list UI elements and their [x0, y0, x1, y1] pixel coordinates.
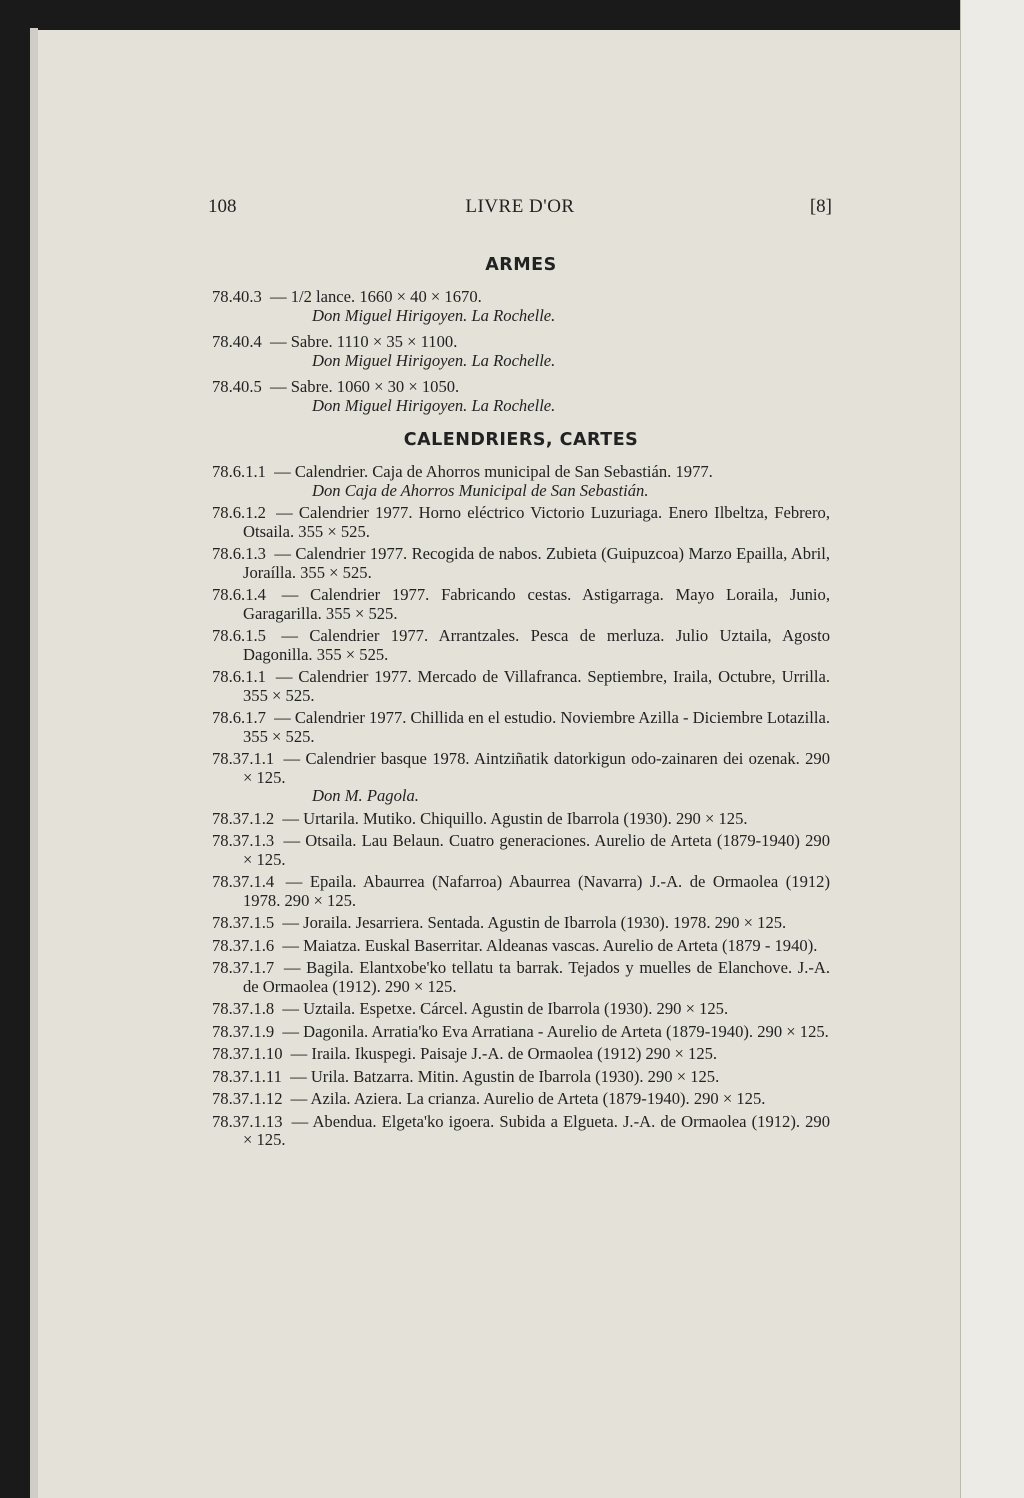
dash-separator: —	[283, 831, 301, 850]
entry-number: 78.40.4	[212, 332, 266, 351]
dash-separator: —	[269, 332, 287, 351]
entry-donor: Don Miguel Hirigoyen. La Rochelle.	[312, 350, 556, 370]
entry-description: Calendrier 1977. Horno eléctrico Victorio Luzuriaga. Enero Ilbeltza, Febrero, Otsaila. 355 × 525.	[243, 503, 831, 541]
catalog-entry	[212, 914, 830, 933]
dash-separator: —	[274, 708, 291, 727]
catalog-entry	[212, 586, 830, 623]
section-marker: [8]	[809, 196, 832, 217]
entry-number: 78.6.1.2	[212, 503, 273, 522]
catalog-entry	[212, 1068, 830, 1087]
entry-description: Calendrier 1977. Recogida de nabos. Zubieta (Guipuzcoa) Marzo Epailla, Abril, Joraílla. 355 × 525.	[243, 544, 830, 582]
running-title: LIVRE D'OR	[465, 196, 575, 217]
dash-separator: —	[290, 1044, 308, 1063]
dash-separator: —	[275, 667, 293, 686]
entry-description: Epaila. Abaurrea (Nafarroa) Abaurrea (Navarra) J.-A. de Ormaolea (1912) 1978. 290 × 125.	[243, 872, 831, 910]
catalog-entry	[212, 1000, 830, 1019]
dash-separator: —	[290, 1089, 308, 1108]
entry-donor: Don Caja de Ahorros Municipal de San Sebastián.	[312, 480, 649, 500]
entries-armes	[212, 280, 830, 415]
entry-number: 78.37.1.3	[212, 831, 280, 850]
dash-separator: —	[274, 544, 291, 563]
entry-description: Calendrier. Caja de Ahorros municipal de San Sebastián. 1977.	[294, 462, 713, 481]
entry-description: Uztaila. Espetxe. Cárcel. Agustin de Ibarrola (1930). 290 × 125.	[303, 999, 729, 1018]
dash-separator: —	[269, 287, 287, 306]
entry-number: 78.6.1.3	[212, 544, 271, 563]
catalog-entry	[212, 937, 830, 956]
catalog-entry	[212, 959, 830, 996]
dash-separator: —	[282, 913, 299, 932]
catalog-entry	[212, 750, 830, 806]
entry-number: 78.37.1.5	[212, 913, 279, 932]
section-heading-armes: ARMES	[485, 255, 557, 275]
entry-description: Sabre. 1110 × 35 × 1100.	[290, 332, 458, 351]
entry-description: Calendrier 1977. Chillida en el estudio. Noviembre Azilla - Diciembre Lotazilla. 355 × 525.	[243, 708, 830, 746]
entry-description: Calendrier 1977. Fabricando cestas. Astigarraga. Mayo Loraila, Junio, Garagarilla. 355 × 525.	[243, 585, 830, 623]
dash-separator: —	[291, 1111, 309, 1131]
entry-number: 78.6.1.1	[212, 667, 272, 686]
page-edge	[30, 28, 38, 1498]
entry-number: 78.40.5	[212, 377, 266, 396]
dash-separator: —	[276, 503, 293, 522]
entry-number: 78.6.1.4	[212, 585, 278, 604]
entry-number: 78.37.1.10	[212, 1044, 287, 1063]
entry-number: 78.37.1.12	[212, 1089, 287, 1108]
entry-donor: Don Miguel Hirigoyen. La Rochelle.	[312, 395, 556, 415]
entry-description: Azila. Aziera. La crianza. Aurelio de Arteta (1879-1940). 290 × 125.	[310, 1089, 766, 1108]
catalog-entry	[212, 463, 830, 500]
entry-donor: Don M. Pagola.	[312, 786, 419, 805]
dash-separator: —	[281, 585, 299, 604]
catalog-entry	[212, 627, 830, 664]
entry-description: Urtarila. Mutiko. Chiquillo. Agustin de Ibarrola (1930). 290 × 125.	[303, 808, 748, 828]
page-number: 108	[208, 196, 237, 217]
entry-donor: Don Miguel Hirigoyen. La Rochelle.	[312, 305, 556, 325]
entry-number: 78.6.1.1	[212, 462, 271, 481]
dash-separator: —	[274, 462, 291, 481]
catalog-entry	[212, 1113, 830, 1150]
entry-number: 78.37.1.2	[212, 808, 279, 828]
catalog-entry	[212, 1023, 830, 1042]
entry-description: Calendrier 1977. Mercado de Villafranca. Septiembre, Iraila, Octubre, Urrilla. 355 × 525.	[243, 667, 830, 705]
catalog-entry	[212, 1090, 830, 1109]
section-heading-calendriers: CALENDRIERS, CARTES	[403, 430, 639, 450]
catalog-entry	[212, 873, 830, 910]
dash-separator: —	[269, 377, 287, 396]
entry-description: Maiatza. Euskal Baserritar. Aldeanas vascas. Aurelio de Arteta (1879 - 1940).	[303, 935, 818, 955]
entry-description: Abendua. Elgeta'ko igoera. Subida a Elgueta. J.-A. de Ormaolea (1912). 290 × 125.	[243, 1111, 831, 1149]
catalog-entry	[212, 504, 830, 541]
catalog-entry	[212, 545, 830, 582]
entry-number: 78.37.1.8	[212, 999, 279, 1018]
running-header	[208, 196, 832, 220]
facing-page-edge	[960, 0, 1024, 1498]
entry-number: 78.37.1.4	[212, 872, 282, 891]
entry-description: Iraila. Ikuspegi. Paisaje J.-A. de Ormaolea (1912) 290 × 125.	[311, 1044, 718, 1063]
entry-description: Calendrier 1977. Arrantzales. Pesca de merluza. Julio Uztaila, Agosto Dagonilla. 355 × 525.	[243, 626, 831, 664]
dash-separator: —	[290, 1066, 307, 1086]
catalog-entry	[212, 378, 830, 415]
dash-separator: —	[282, 808, 299, 828]
catalog-entry	[212, 668, 830, 705]
dash-separator: —	[283, 749, 301, 768]
entry-number: 78.6.1.5	[212, 626, 278, 645]
catalog-entry	[212, 832, 830, 869]
entry-number: 78.40.3	[212, 287, 266, 306]
entries-calendriers	[212, 459, 830, 1150]
catalog-entry	[212, 1045, 830, 1064]
entry-number: 78.37.1.9	[212, 1021, 279, 1041]
dash-separator: —	[282, 1021, 299, 1041]
dash-separator: —	[283, 958, 301, 977]
entry-number: 78.6.1.7	[212, 708, 271, 727]
dash-separator: —	[281, 626, 298, 645]
dash-separator: —	[282, 935, 299, 955]
entry-description: 1/2 lance. 1660 × 40 × 1670.	[290, 287, 482, 306]
catalog-entry	[212, 288, 830, 325]
entry-description: Dagonila. Arratia'ko Eva Arratiana - Aurelio de Arteta (1879-1940). 290 × 125.	[303, 1021, 829, 1041]
entry-number: 78.37.1.1	[212, 749, 280, 768]
entry-description: Sabre. 1060 × 30 × 1050.	[290, 377, 460, 396]
catalog-entry	[212, 709, 830, 746]
entry-description: Bagila. Elantxobe'ko tellatu ta barrak. Tejados y muelles de Elanchove. J.-A. de Ormaolea (1912). 290 × 125.	[243, 958, 831, 996]
entry-number: 78.37.1.11	[212, 1066, 287, 1086]
catalog-entry	[212, 810, 830, 829]
catalog-entry	[212, 333, 830, 370]
entry-description: Urila. Batzarra. Mitin. Agustin de Ibarrola (1930). 290 × 125.	[310, 1066, 720, 1086]
entry-description: Joraila. Jesarriera. Sentada. Agustin de Ibarrola (1930). 1978. 290 × 125.	[303, 913, 787, 932]
dash-separator: —	[285, 872, 303, 891]
dash-separator: —	[282, 999, 299, 1018]
entry-number: 78.37.1.7	[212, 958, 280, 977]
entry-number: 78.37.1.6	[212, 935, 279, 955]
entry-number: 78.37.1.13	[212, 1111, 288, 1131]
entry-description: Calendrier basque 1978. Aintziñatik datorkigun odo-zainaren dei ozenak. 290 × 125.	[243, 749, 830, 787]
entry-description: Otsaila. Lau Belaun. Cuatro generaciones. Aurelio de Arteta (1879-1940) 290 × 125.	[243, 831, 830, 869]
